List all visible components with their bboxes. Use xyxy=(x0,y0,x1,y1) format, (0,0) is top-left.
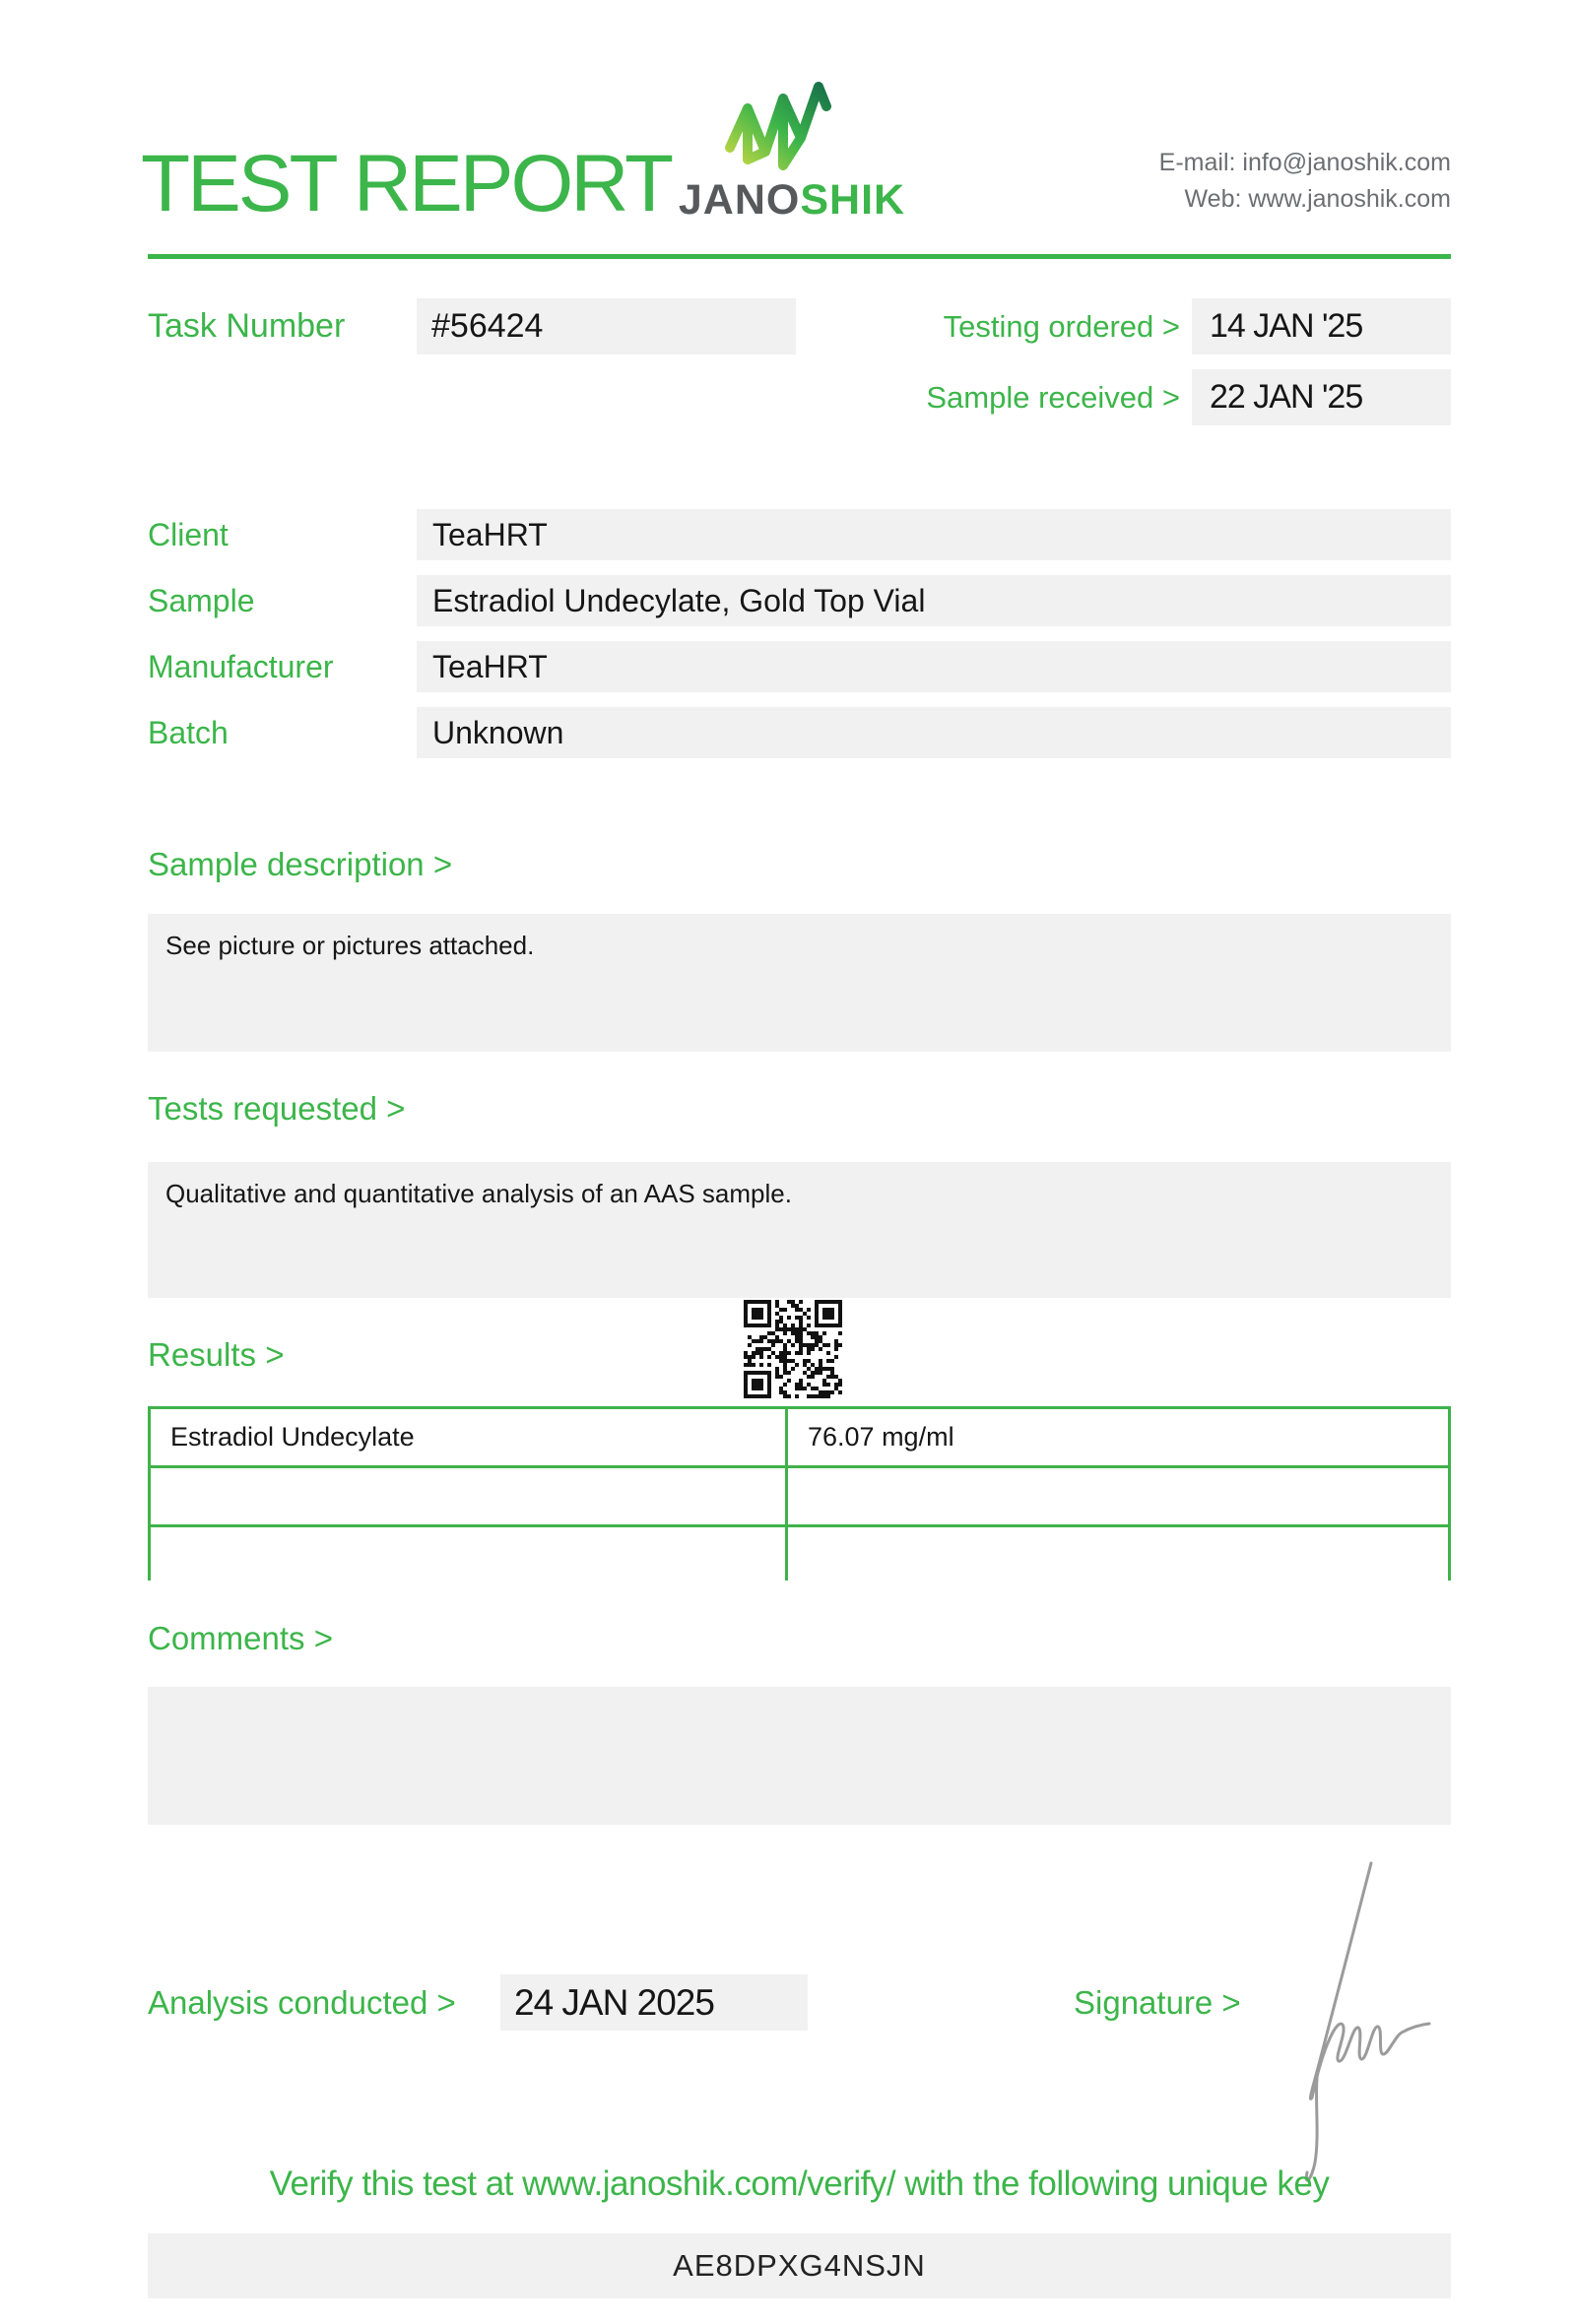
client-label: Client xyxy=(148,517,229,552)
contact-block xyxy=(1159,145,1451,218)
analysis-conducted-label: Analysis conducted > xyxy=(148,1984,456,2021)
results-heading: Results > xyxy=(148,1336,285,1373)
batch-value: Unknown xyxy=(417,707,1451,758)
testing-ordered-value: 14 JAN '25 xyxy=(1192,298,1451,355)
qr-code xyxy=(744,1300,842,1398)
verify-instruction: Verify this test at www.janoshik.com/verify/ with the following unique key xyxy=(269,2164,1330,2203)
testing-ordered-label: Testing ordered > xyxy=(943,309,1180,344)
verify-key: AE8DPXG4NSJN xyxy=(673,2248,926,2283)
results-cell-result: 76.07 mg/ml xyxy=(788,1409,1448,1465)
results-table xyxy=(148,1406,1451,1581)
contact-web: Web: www.janoshik.com xyxy=(1184,185,1451,213)
sample-description-heading: Sample description > xyxy=(148,846,453,882)
header-divider xyxy=(148,254,1451,259)
results-cell-analyte xyxy=(151,1468,785,1524)
comments-heading: Comments > xyxy=(148,1620,333,1656)
analysis-conducted-value: 24 JAN 2025 xyxy=(500,1974,808,2031)
tests-requested-box xyxy=(148,1162,1451,1298)
results-cell-result xyxy=(788,1468,1448,1524)
page-title: TEST REPORT xyxy=(141,139,672,228)
brand-logo xyxy=(678,77,906,222)
results-cell-result xyxy=(788,1527,1448,1583)
batch-label: Batch xyxy=(148,715,229,750)
tests-requested-text: Qualitative and quantitative analysis of an AAS sample. xyxy=(165,1179,792,1208)
client-value: TeaHRT xyxy=(417,509,1451,560)
comments-box xyxy=(148,1687,1451,1825)
signature-image xyxy=(1261,1849,1448,2194)
logo-chart-icon xyxy=(718,77,866,177)
brand-name xyxy=(678,176,906,224)
verify-key-bar xyxy=(148,2233,1451,2298)
task-number-value: #56424 xyxy=(417,298,796,355)
results-cell-analyte: Estradiol Undecylate xyxy=(151,1409,785,1465)
sample-description-box xyxy=(148,914,1451,1052)
brand-name-secondary: SHIK xyxy=(800,176,906,224)
manufacturer-value: TeaHRT xyxy=(417,641,1451,692)
contact-email: E-mail: info@janoshik.com xyxy=(1158,149,1451,176)
sample-label: Sample xyxy=(148,583,255,618)
sample-description-text: See picture or pictures attached. xyxy=(165,931,535,960)
manufacturer-label: Manufacturer xyxy=(148,649,334,684)
task-number-label: Task Number xyxy=(148,307,346,345)
sample-value: Estradiol Undecylate, Gold Top Vial xyxy=(417,575,1451,626)
results-cell-analyte xyxy=(151,1527,785,1583)
sample-received-label: Sample received > xyxy=(926,380,1180,415)
sample-received-value: 22 JAN '25 xyxy=(1192,369,1451,425)
tests-requested-heading: Tests requested > xyxy=(148,1090,406,1127)
brand-name-primary: JANO xyxy=(678,176,801,224)
signature-label: Signature > xyxy=(1074,1984,1241,2021)
